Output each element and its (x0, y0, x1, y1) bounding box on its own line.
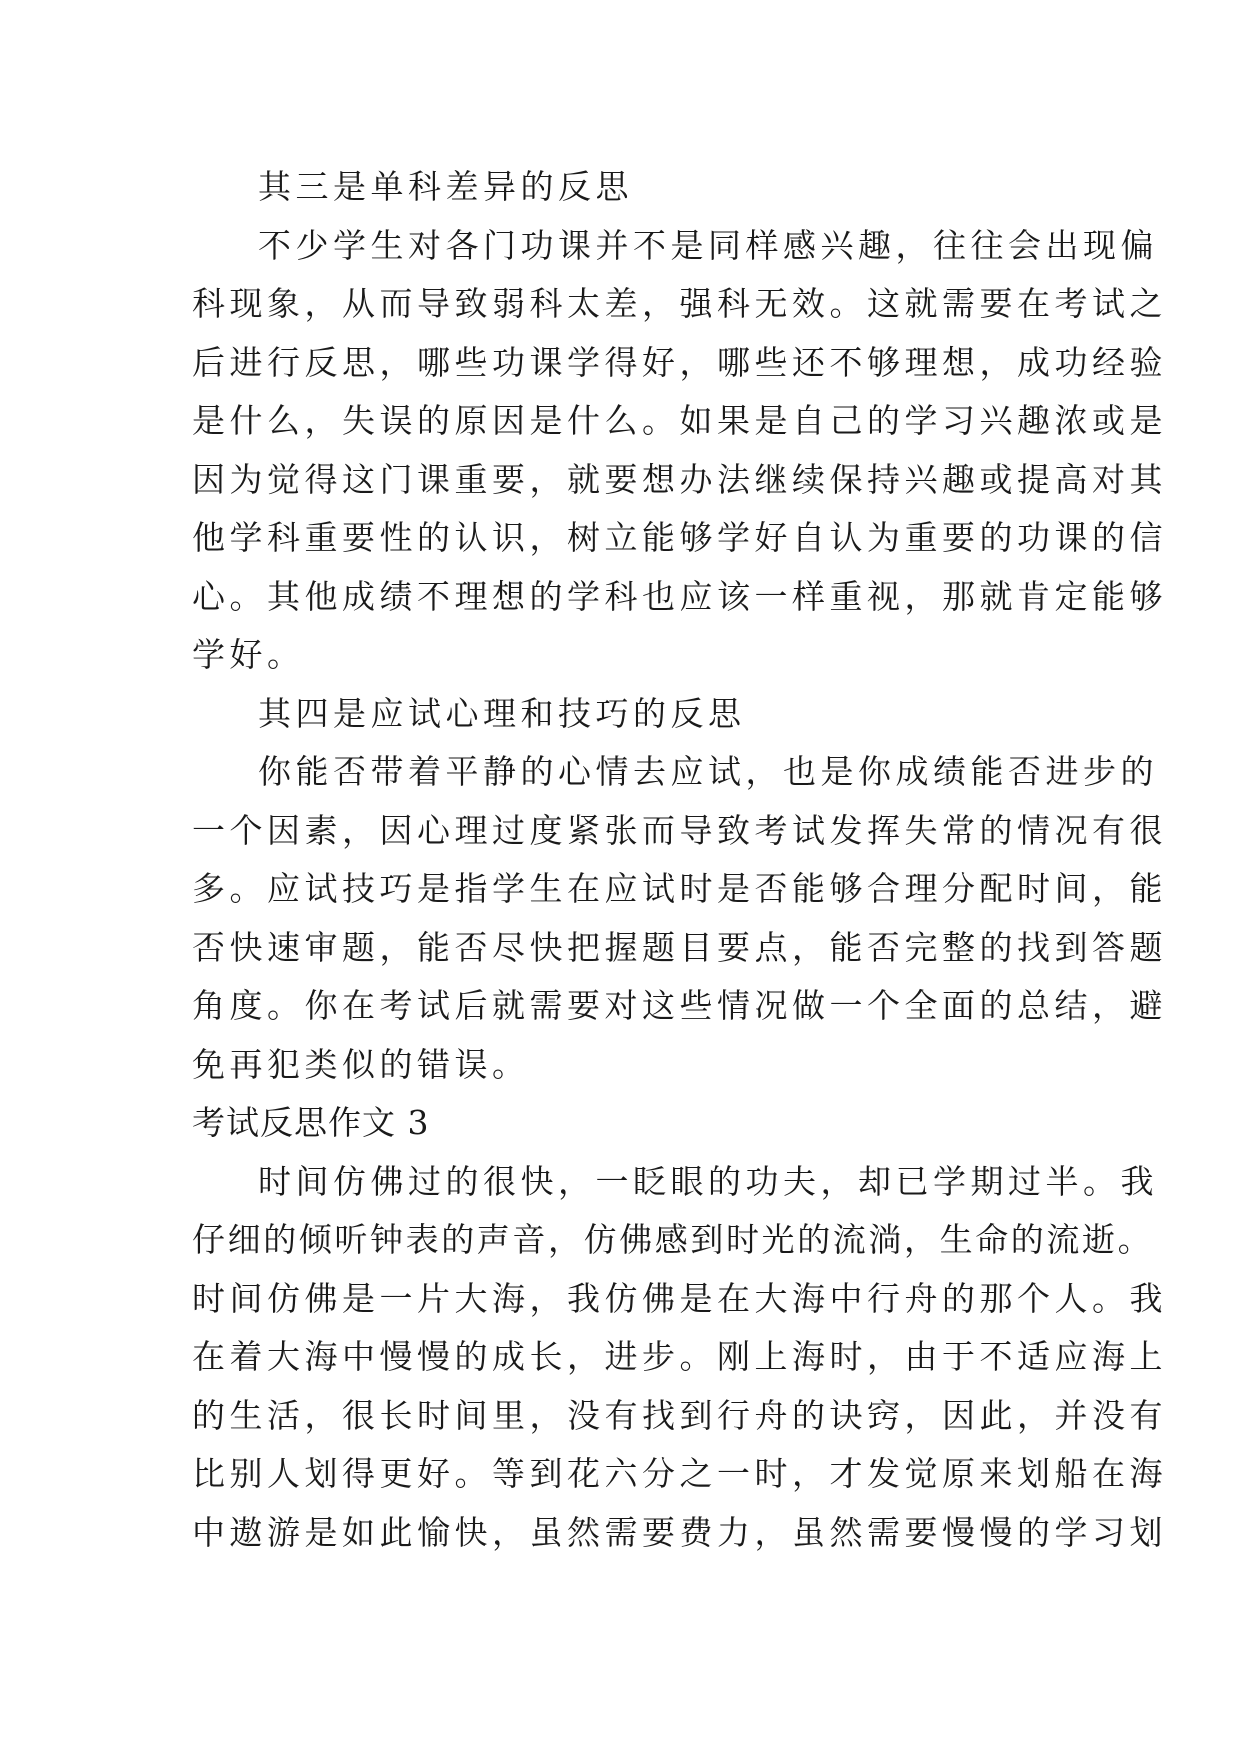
paragraph-line: 角度。你在考试后就需要对这些情况做一个全面的总结，避 (192, 986, 1167, 1025)
paragraph-line: 你能否带着平静的心情去应试，也是你成绩能否进步的 (258, 752, 1158, 791)
paragraph-line: 多。应试技巧是指学生在应试时是否能够合理分配时间，能 (192, 869, 1167, 908)
paragraph-line: 是什么，失误的原因是什么。如果是自己的学习兴趣浓或是 (192, 401, 1167, 440)
document-page (192, 158, 1167, 1562)
paragraph-line: 免再犯类似的错误。 (192, 1044, 530, 1084)
paragraph-line: 后进行反思，哪些功课学得好，哪些还不够理想，成功经验 (192, 342, 1167, 382)
paragraph-line: 学好。 (192, 635, 305, 674)
paragraph-line: 比别人划得更好。等到花六分之一时，才发觉原来划船在海 (192, 1454, 1167, 1493)
paragraph-line: 仔细的倾听钟表的声音，仿佛感到时光的流淌，生命的流逝。 (192, 1220, 1154, 1259)
paragraph-line: 的生活，很长时间里，没有找到行舟的诀窍，因此，并没有 (192, 1395, 1167, 1435)
section-heading: 其三是单科差异的反思 (258, 167, 633, 206)
paragraph-line: 因为觉得这门课重要，就要想办法继续保持兴趣或提高对其 (192, 459, 1167, 499)
paragraph (192, 217, 1167, 685)
paragraph-line: 不少学生对各门功课并不是同样感兴趣，往往会出现偏 (258, 225, 1158, 265)
paragraph-line: 在着大海中慢慢的成长，进步。刚上海时，由于不适应海上 (192, 1337, 1167, 1376)
paragraph-line: 科现象，从而导致弱科太差，强科无效。这就需要在考试之 (192, 284, 1167, 323)
paragraph-line: 心。其他成绩不理想的学科也应该一样重视，那就肯定能够 (192, 576, 1167, 616)
paragraph-line: 否快速审题，能否尽快把握题目要点，能否完整的找到答题 (192, 927, 1167, 967)
section-heading: 其四是应试心理和技巧的反思 (258, 693, 746, 733)
paragraph-line: 他学科重要性的认识，树立能够学好自认为重要的功课的信 (192, 518, 1167, 557)
essay-title: 考试反思作文 3 (192, 1103, 430, 1142)
paragraph-line: 一个因素，因心理过度紧张而导致考试发挥失常的情况有很 (192, 810, 1167, 850)
paragraph-line: 中遨游是如此愉快，虽然需要费力，虽然需要慢慢的学习划 (192, 1512, 1167, 1552)
paragraph (192, 1153, 1167, 1563)
paragraph (192, 743, 1167, 1094)
paragraph-line: 时间仿佛是一片大海，我仿佛是在大海中行舟的那个人。我 (192, 1278, 1167, 1318)
paragraph-line: 时间仿佛过的很快，一眨眼的功夫，却已学期过半。我 (258, 1161, 1158, 1201)
